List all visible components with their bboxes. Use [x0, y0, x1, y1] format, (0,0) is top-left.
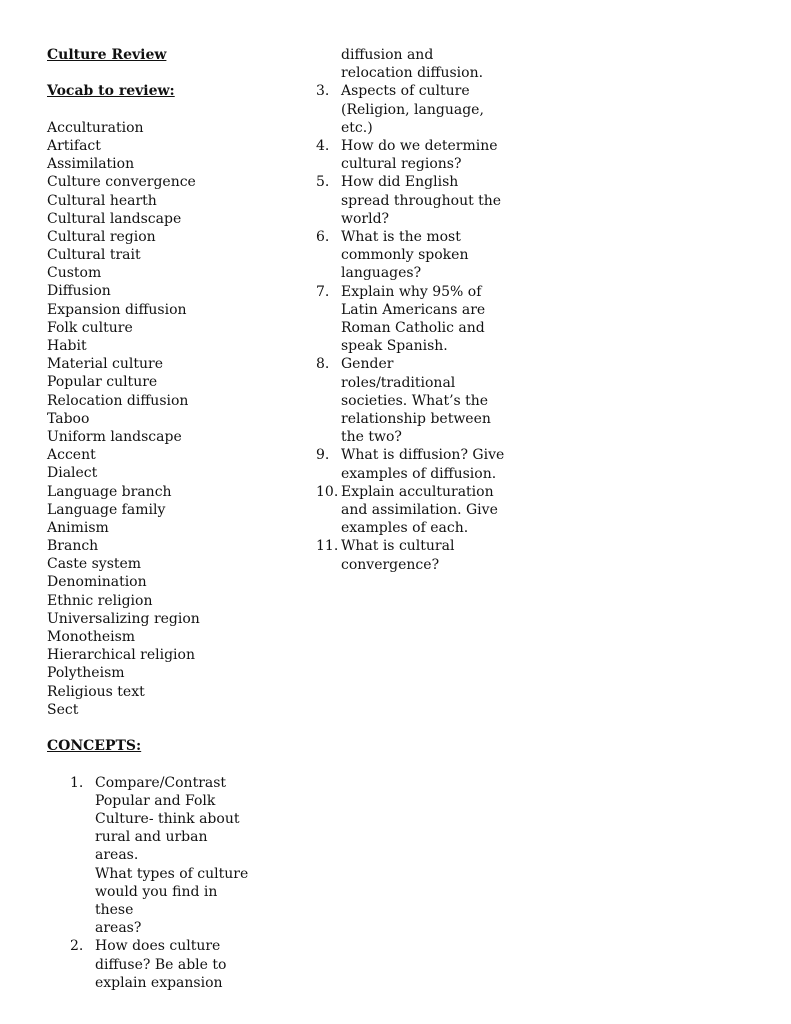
concept-item: [70, 937, 250, 992]
vocab-item: Dialect: [47, 465, 98, 482]
concept-text-line: diffusion and: [341, 47, 434, 63]
concept-item: [316, 355, 516, 446]
concept-text-line: and assimilation. Give: [341, 502, 498, 519]
vocab-item: Branch: [47, 538, 99, 555]
spacer: [47, 101, 297, 119]
vocab-item: Accent: [47, 447, 96, 464]
vocab-item: Material culture: [47, 356, 163, 373]
concept-item: [316, 82, 516, 137]
spacer: [47, 64, 297, 82]
concept-text-line: cultural regions?: [341, 156, 462, 173]
concept-text-line: Explain acculturation: [341, 483, 494, 500]
concept-text-line: diffuse? Be able to: [95, 956, 227, 973]
concept-number: 10.: [316, 483, 339, 500]
vocab-item: Language branch: [47, 483, 172, 500]
concept-text-line: languages?: [341, 265, 422, 282]
right-column: [316, 46, 516, 574]
concept-number: 2.: [70, 938, 84, 955]
spacer: [47, 755, 297, 773]
concept-text-line: examples of each.: [341, 520, 469, 537]
concept-text-line: Gender: [341, 356, 394, 373]
concept-number: 6.: [316, 229, 330, 246]
vocab-item: Taboo: [47, 410, 90, 427]
concept-text-line: spread throughout the: [341, 192, 502, 209]
concept-item: [316, 537, 516, 573]
concept-text-line: rural and urban areas.: [95, 829, 208, 864]
vocab-item: Religious text: [47, 683, 145, 700]
vocab-item: Artifact: [47, 137, 101, 154]
concepts-heading: CONCEPTS:: [47, 738, 142, 755]
concept-text-line: world?: [341, 210, 390, 227]
vocab-item: Denomination: [47, 574, 147, 591]
vocab-item: Language family: [47, 501, 166, 518]
document-title: Culture Review: [47, 47, 167, 63]
concept-item: [316, 173, 516, 228]
concept-text-line: examples of diffusion.: [341, 465, 497, 482]
concepts-list-left: [47, 774, 250, 992]
concept-text-line: Aspects of culture: [341, 83, 470, 100]
concept-text-line: What is cultural: [341, 538, 455, 555]
concept-text-line: convergence?: [341, 556, 440, 573]
concept-item: [316, 483, 516, 538]
concept-text-line: Compare/Contrast: [95, 774, 227, 791]
vocab-item: Ethnic religion: [47, 592, 153, 609]
concept-text-line: roles/traditional: [341, 374, 456, 391]
concept-text-line: Popular and Folk: [95, 792, 216, 809]
concept-number: 9.: [316, 447, 330, 464]
concept-number: 7.: [316, 283, 330, 300]
concept-number: 5.: [316, 174, 330, 191]
concept-number: 4.: [316, 138, 330, 155]
concept-item: [316, 46, 516, 82]
concept-item: [316, 137, 516, 173]
concept-item: [316, 228, 516, 283]
left-column: [47, 46, 297, 992]
vocab-item: Cultural trait: [47, 247, 141, 264]
vocab-list: [47, 119, 297, 719]
concept-number: 3.: [316, 83, 330, 100]
concept-text-line: Roman Catholic and: [341, 320, 485, 337]
vocab-item: Cultural region: [47, 228, 156, 245]
concept-text-line: Culture- think about: [95, 810, 240, 827]
concept-text-line: speak Spanish.: [341, 338, 448, 355]
concept-text-line: relationship between: [341, 411, 491, 428]
concept-text-line: (Religion, language,: [341, 101, 484, 118]
vocab-item: Universalizing region: [47, 610, 200, 627]
concept-item: [316, 446, 516, 482]
vocab-item: Cultural hearth: [47, 192, 157, 209]
spacer: [47, 719, 297, 737]
concept-text-line: How did English: [341, 174, 459, 191]
concept-text-line: areas?: [95, 920, 142, 937]
concept-number: 11.: [316, 538, 339, 555]
concept-text-line: relocation diffusion.: [341, 65, 484, 82]
concept-item: [316, 283, 516, 356]
vocab-item: Custom: [47, 265, 102, 282]
concept-number: 1.: [70, 774, 84, 791]
concept-text-line: Latin Americans are: [341, 301, 486, 318]
concept-text-line: the two?: [341, 429, 402, 446]
concept-text-line: Explain why 95% of: [341, 283, 482, 300]
concept-text-line: What is diffusion? Give: [341, 447, 505, 464]
vocab-item: Expansion diffusion: [47, 301, 187, 318]
vocab-item: Polytheism: [47, 665, 125, 682]
concept-number: 8.: [316, 356, 330, 373]
vocab-item: Caste system: [47, 556, 142, 573]
vocab-heading: Vocab to review:: [47, 83, 175, 100]
concept-text-line: What types of culture: [95, 865, 249, 882]
concept-text-line: How do we determine: [341, 138, 498, 155]
vocab-item: Animism: [47, 519, 109, 536]
concepts-list-right: [316, 46, 516, 574]
concept-text-line: How does culture: [95, 938, 221, 955]
vocab-item: Culture convergence: [47, 174, 196, 191]
concept-text-line: would you find in these: [95, 883, 218, 918]
concept-text-line: explain expansion: [95, 974, 223, 991]
vocab-item: Diffusion: [47, 283, 111, 300]
concept-text-line: commonly spoken: [341, 247, 469, 264]
vocab-item: Relocation diffusion: [47, 392, 189, 409]
vocab-item: Assimilation: [47, 156, 135, 173]
vocab-item: Monotheism: [47, 629, 136, 646]
concept-text-line: etc.): [341, 119, 373, 136]
vocab-item: Habit: [47, 338, 87, 355]
concept-item: [70, 774, 250, 938]
vocab-item: Uniform landscape: [47, 428, 182, 445]
vocab-item: Acculturation: [47, 119, 144, 136]
vocab-item: Folk culture: [47, 319, 133, 336]
vocab-item: Hierarchical religion: [47, 647, 195, 664]
concept-text-line: What is the most: [341, 229, 461, 246]
concept-text-line: societies. What’s the: [341, 392, 489, 409]
vocab-item: Sect: [47, 701, 79, 718]
vocab-item: Popular culture: [47, 374, 158, 391]
vocab-item: Cultural landscape: [47, 210, 182, 227]
